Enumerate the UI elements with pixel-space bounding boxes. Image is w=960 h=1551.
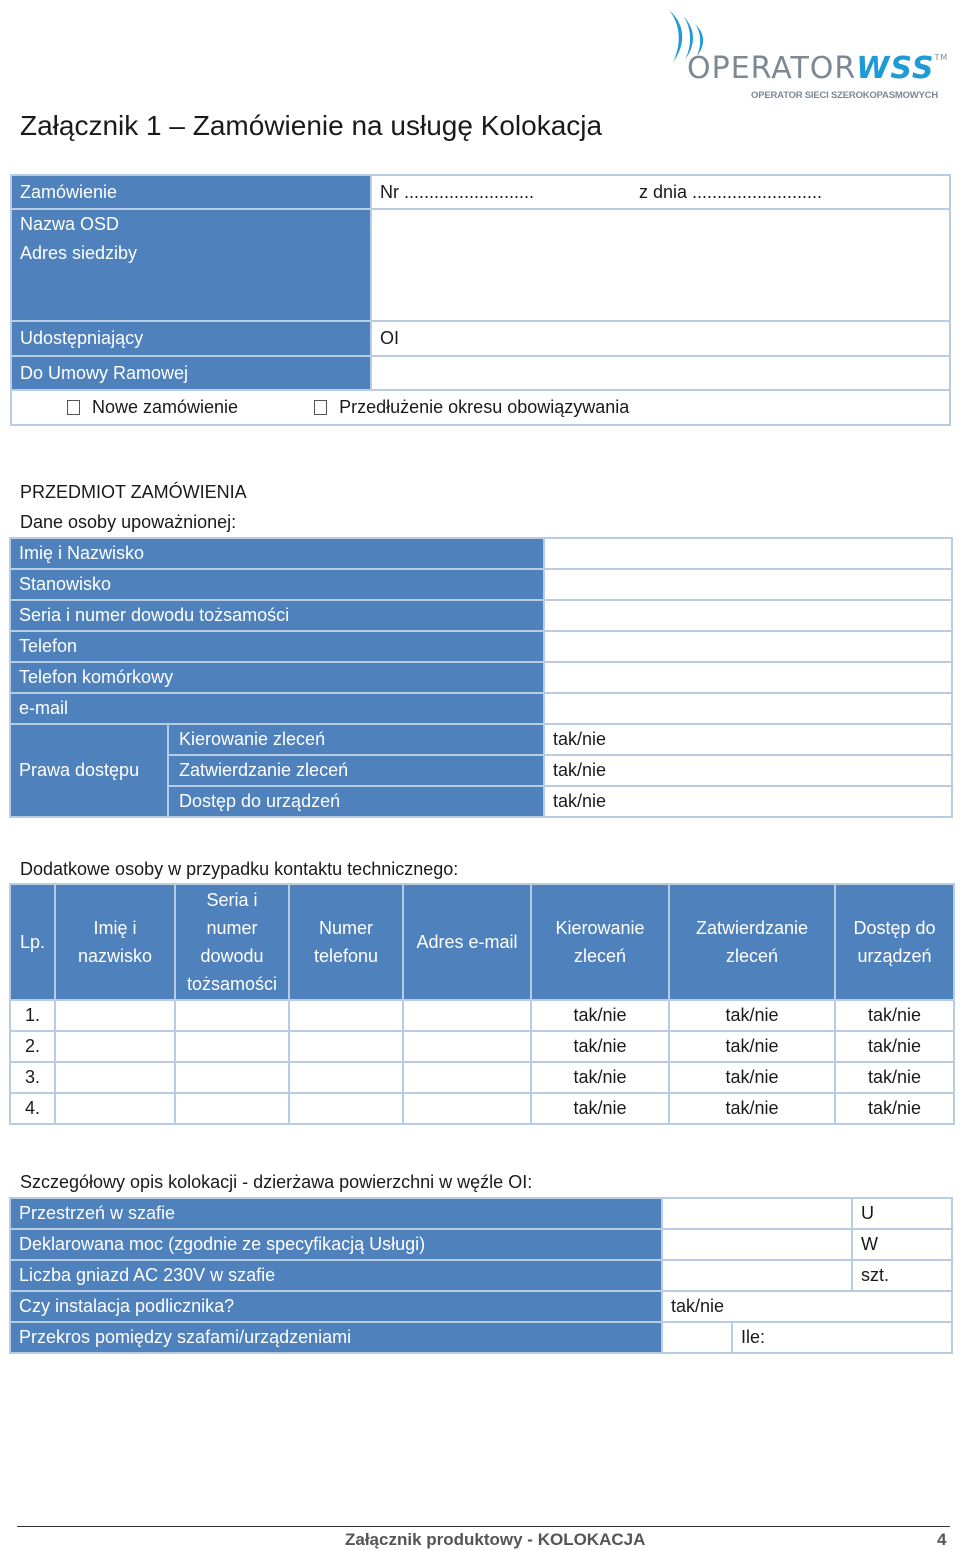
field-phone-value[interactable] bbox=[544, 631, 952, 662]
orders-cell[interactable]: tak/nie bbox=[531, 1062, 669, 1093]
table-row bbox=[10, 1062, 954, 1093]
sockets-unit: szt. bbox=[852, 1260, 952, 1291]
order-number-field: Nr .......................... bbox=[380, 181, 535, 202]
extend-order-checkbox[interactable] bbox=[314, 400, 327, 415]
additional-heading: Dodatkowe osoby w przypadku kontaktu technicznego: bbox=[20, 859, 459, 879]
field-position-label: Stanowisko bbox=[10, 569, 544, 600]
subject-heading: PRZEDMIOT ZAMÓWIENIA bbox=[20, 482, 247, 502]
access-devices-value[interactable]: tak/nie bbox=[544, 786, 952, 817]
col-access: Dostęp do urządzeń bbox=[835, 884, 954, 1000]
colocation-table bbox=[9, 1197, 953, 1354]
name-cell[interactable] bbox=[55, 1031, 175, 1062]
power-label: Deklarowana moc (zgodnie ze specyfikacją Usługi) bbox=[10, 1229, 662, 1260]
access-right-devices: Dostęp do urządzeń bbox=[168, 786, 544, 817]
access-approve-value[interactable]: tak/nie bbox=[544, 755, 952, 786]
access-cell[interactable]: tak/nie bbox=[835, 1062, 954, 1093]
col-name: Imię i nazwisko bbox=[55, 884, 175, 1000]
approve-cell[interactable]: tak/nie bbox=[669, 1062, 835, 1093]
power-value[interactable] bbox=[662, 1229, 852, 1260]
col-email: Adres e-mail bbox=[403, 884, 531, 1000]
row-number: 2. bbox=[10, 1031, 55, 1062]
provider-value: OI bbox=[371, 321, 950, 356]
rack-space-value[interactable] bbox=[662, 1198, 852, 1229]
access-orders-value[interactable]: tak/nie bbox=[544, 724, 952, 755]
id-cell[interactable] bbox=[175, 1000, 289, 1031]
osd-address-label: Adres siedziby bbox=[20, 243, 138, 263]
rack-space-unit: U bbox=[852, 1198, 952, 1229]
field-id-value[interactable] bbox=[544, 600, 952, 631]
contract-label: Do Umowy Ramowej bbox=[11, 356, 371, 390]
additional-persons-table bbox=[9, 883, 955, 1125]
phone-cell[interactable] bbox=[289, 1000, 403, 1031]
name-cell[interactable] bbox=[55, 1062, 175, 1093]
field-mobile-value[interactable] bbox=[544, 662, 952, 693]
row-number: 4. bbox=[10, 1093, 55, 1124]
id-cell[interactable] bbox=[175, 1093, 289, 1124]
contract-value-cell[interactable] bbox=[371, 356, 950, 390]
approve-cell[interactable]: tak/nie bbox=[669, 1093, 835, 1124]
sockets-value[interactable] bbox=[662, 1260, 852, 1291]
field-position-value[interactable] bbox=[544, 569, 952, 600]
subject-subheading: Dane osoby upoważnionej: bbox=[20, 512, 237, 532]
crossconnect-label: Przekros pomiędzy szafami/urządzeniami bbox=[10, 1322, 662, 1353]
col-id: Seria i numer dowodu tożsamości bbox=[175, 884, 289, 1000]
field-phone-label: Telefon bbox=[10, 631, 544, 662]
colocation-heading: Szczegółowy opis kolokacji - dzierżawa powierzchni w węźle OI: bbox=[20, 1172, 533, 1192]
provider-label: Udostępniający bbox=[11, 321, 371, 356]
col-orders: Kierowanie zleceń bbox=[531, 884, 669, 1000]
zamowienie-label: Zamówienie bbox=[11, 175, 371, 209]
col-lp: Lp. bbox=[10, 884, 55, 1000]
field-email-value[interactable] bbox=[544, 693, 952, 724]
access-right-orders: Kierowanie zleceń bbox=[168, 724, 544, 755]
email-cell[interactable] bbox=[403, 1000, 531, 1031]
email-cell[interactable] bbox=[403, 1031, 531, 1062]
crossconnect-value[interactable] bbox=[662, 1322, 732, 1353]
phone-cell[interactable] bbox=[289, 1062, 403, 1093]
order-header-table bbox=[10, 174, 951, 426]
order-type-row bbox=[11, 390, 950, 425]
table-row bbox=[10, 1031, 954, 1062]
extend-order-label: Przedłużenie okresu obowiązywania bbox=[339, 397, 630, 417]
table-row bbox=[10, 1093, 954, 1124]
page-number: 4 bbox=[937, 1530, 947, 1549]
submeter-label: Czy instalacja podlicznika? bbox=[10, 1291, 662, 1322]
id-cell[interactable] bbox=[175, 1062, 289, 1093]
field-name-label: Imię i Nazwisko bbox=[10, 538, 544, 569]
osd-label-cell bbox=[11, 209, 371, 321]
logo-wordmark: OPERATORWSS™ bbox=[687, 51, 949, 86]
field-email-label: e-mail bbox=[10, 693, 544, 724]
table-row bbox=[10, 1000, 954, 1031]
order-number-cell[interactable] bbox=[371, 175, 950, 209]
rack-space-label: Przestrzeń w szafie bbox=[10, 1198, 662, 1229]
approve-cell[interactable]: tak/nie bbox=[669, 1000, 835, 1031]
approve-cell[interactable]: tak/nie bbox=[669, 1031, 835, 1062]
phone-cell[interactable] bbox=[289, 1093, 403, 1124]
logo-tagline: OPERATOR SIECI SZEROKOPASMOWYCH bbox=[751, 90, 938, 101]
orders-cell[interactable]: tak/nie bbox=[531, 1031, 669, 1062]
new-order-checkbox[interactable] bbox=[67, 400, 80, 415]
phone-cell[interactable] bbox=[289, 1031, 403, 1062]
row-number: 1. bbox=[10, 1000, 55, 1031]
orders-cell[interactable]: tak/nie bbox=[531, 1000, 669, 1031]
access-cell[interactable]: tak/nie bbox=[835, 1093, 954, 1124]
col-approve: Zatwierdzanie zleceń bbox=[669, 884, 835, 1000]
osd-name-label: Nazwa OSD bbox=[20, 214, 120, 234]
order-date-field: z dnia .......................... bbox=[639, 181, 823, 202]
new-order-label: Nowe zamówienie bbox=[92, 397, 239, 417]
power-unit: W bbox=[852, 1229, 952, 1260]
access-cell[interactable]: tak/nie bbox=[835, 1031, 954, 1062]
osd-value-cell[interactable] bbox=[371, 209, 950, 321]
crossconnect-qty[interactable]: Ile: bbox=[732, 1322, 952, 1353]
authorized-person-table bbox=[9, 537, 953, 818]
operator-wss-logo bbox=[655, 6, 950, 101]
orders-cell[interactable]: tak/nie bbox=[531, 1093, 669, 1124]
field-name-value[interactable] bbox=[544, 538, 952, 569]
row-number: 3. bbox=[10, 1062, 55, 1093]
email-cell[interactable] bbox=[403, 1062, 531, 1093]
email-cell[interactable] bbox=[403, 1093, 531, 1124]
field-mobile-label: Telefon komórkowy bbox=[10, 662, 544, 693]
submeter-value[interactable]: tak/nie bbox=[662, 1291, 952, 1322]
access-right-approve: Zatwierdzanie zleceń bbox=[168, 755, 544, 786]
name-cell[interactable] bbox=[55, 1093, 175, 1124]
id-cell[interactable] bbox=[175, 1031, 289, 1062]
col-phone: Numer telefonu bbox=[289, 884, 403, 1000]
name-cell[interactable] bbox=[55, 1000, 175, 1031]
page-title: Załącznik 1 – Zamówienie na usługę Kolokacja bbox=[20, 110, 603, 141]
footer-divider bbox=[17, 1526, 950, 1527]
footer-text: Załącznik produktowy - KOLOKACJA bbox=[345, 1530, 646, 1549]
access-cell[interactable]: tak/nie bbox=[835, 1000, 954, 1031]
sockets-label: Liczba gniazd AC 230V w szafie bbox=[10, 1260, 662, 1291]
access-rights-label: Prawa dostępu bbox=[10, 724, 168, 817]
field-id-label: Seria i numer dowodu tożsamości bbox=[10, 600, 544, 631]
